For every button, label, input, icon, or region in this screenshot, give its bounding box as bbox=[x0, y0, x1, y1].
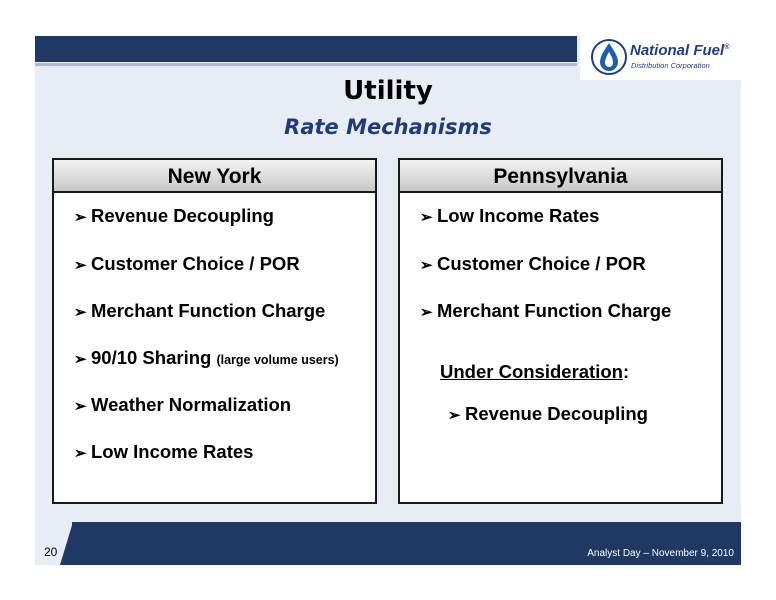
arrow-bullet-icon: ➢ bbox=[420, 209, 433, 226]
list-item: ➢ Weather Normalization bbox=[74, 394, 292, 415]
arrow-bullet-icon: ➢ bbox=[420, 304, 433, 321]
flame-drop-icon bbox=[590, 38, 628, 76]
arrow-bullet-icon: ➢ bbox=[74, 398, 87, 415]
arrow-bullet-icon: ➢ bbox=[74, 351, 87, 368]
item-note: (large volume users) bbox=[216, 353, 339, 367]
footer-event-text: Analyst Day – November 9, 2010 bbox=[587, 548, 734, 559]
pennsylvania-panel bbox=[398, 158, 723, 504]
list-item: ➢ Revenue Decoupling bbox=[448, 403, 648, 424]
logo-subtitle: Distribution Corporation bbox=[631, 61, 710, 70]
arrow-bullet-icon: ➢ bbox=[74, 209, 87, 226]
new-york-panel bbox=[52, 158, 377, 504]
pennsylvania-heading: Pennsylvania bbox=[400, 160, 721, 193]
arrow-bullet-icon: ➢ bbox=[74, 257, 87, 274]
header-bar bbox=[35, 36, 577, 62]
arrow-bullet-icon: ➢ bbox=[74, 445, 87, 462]
list-item: ➢ Merchant Function Charge bbox=[420, 300, 672, 321]
new-york-heading: New York bbox=[54, 160, 375, 193]
slide-title: Utility bbox=[343, 76, 433, 106]
page-number: 20 bbox=[44, 545, 58, 559]
logo-name: National Fuel® bbox=[630, 42, 730, 59]
arrow-bullet-icon: ➢ bbox=[420, 257, 433, 274]
arrow-bullet-icon: ➢ bbox=[448, 407, 461, 424]
header-bar-accent bbox=[35, 63, 577, 66]
list-item: ➢ Low Income Rates bbox=[420, 205, 600, 226]
list-item: ➢ 90/10 Sharing (large volume users) bbox=[74, 347, 339, 368]
list-item: ➢ Customer Choice / POR bbox=[74, 253, 300, 274]
arrow-bullet-icon: ➢ bbox=[74, 304, 87, 321]
under-consideration-heading: Under Consideration: bbox=[440, 361, 630, 382]
list-item: ➢ Merchant Function Charge bbox=[74, 300, 326, 321]
list-item: ➢ Customer Choice / POR bbox=[420, 253, 646, 274]
list-item: ➢ Low Income Rates bbox=[74, 441, 254, 462]
list-item: ➢ Revenue Decoupling bbox=[74, 205, 274, 226]
slide-subtitle: Rate Mechanisms bbox=[284, 115, 492, 139]
